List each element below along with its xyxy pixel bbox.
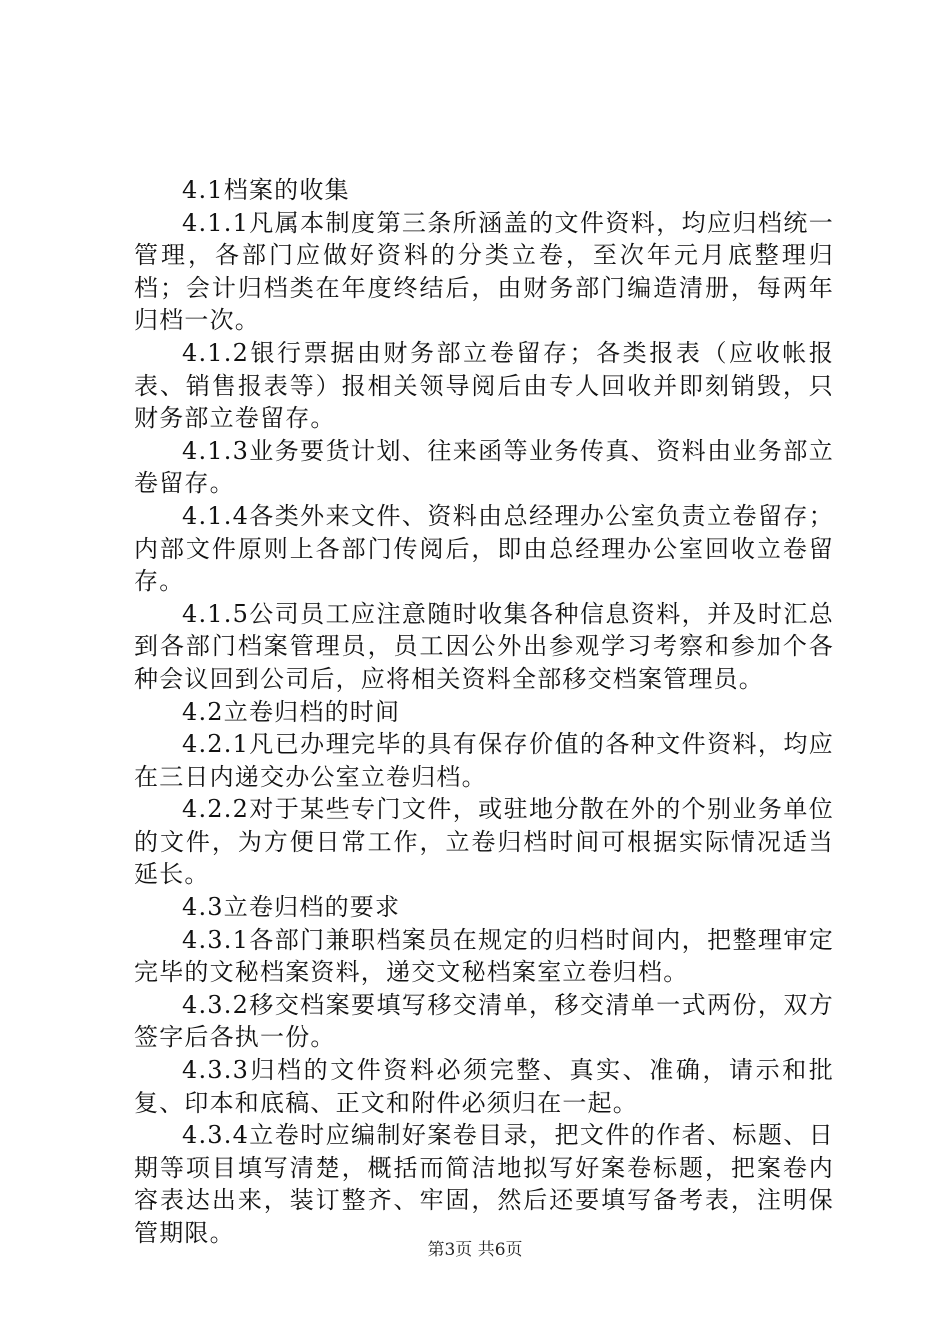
page-footer: [0, 1239, 950, 1261]
document-body: [134, 174, 834, 1250]
section-heading-4-2: 4.2立卷归档的时间: [182, 697, 401, 726]
paragraph-4-3-2: 4.3.2移交档案要填写移交清单，移交清单一式两份，双方签字后各执一份。: [134, 990, 834, 1052]
section-heading-4-1: 4.1档案的收集: [182, 176, 350, 204]
paragraph-4-3-1: 4.3.1各部门兼职档案员在规定的归档时间内，把整理审定完毕的文秘档案资料，递交文秘档案室立卷归档。: [134, 925, 834, 987]
paragraph-4-3-3: 4.3.3归档的文件资料必须完整、真实、准确，请示和批复、印本和底稿、正文和附件必须归在一起。: [134, 1056, 834, 1117]
paragraph-4-2-1: 4.2.1凡已办理完毕的具有保存价值的各种文件资料，均应在三日内递交办公室立卷归档。: [134, 730, 834, 791]
paragraph-4-2-2: 4.2.2对于某些专门文件，或驻地分散在外的个别业务单位的文件，为方便日常工作，立卷归档时间可根据实际情况适当延长。: [134, 795, 834, 889]
section-heading-4-3: 4.3立卷归档的要求: [182, 893, 401, 922]
paragraph-4-1-3: 4.1.3业务要货计划、往来函等业务传真、资料由业务部立卷留存。: [134, 436, 834, 498]
paragraph-4-1-5: 4.1.5公司员工应注意随时收集各种信息资料，并及时汇总到各部门档案管理员，员工因公外出参观学习考察和参加个各种会议回到公司后，应将相关资料全部移交档案管理员。: [134, 599, 834, 693]
paragraph-4-1-2: 4.1.2银行票据由财务部立卷留存；各类报表（应收帐报表、销售报表等）报相关领导阅后由专人回收并即刻销毁，只财务部立卷留存。: [134, 338, 834, 433]
paragraph-4-1-4: 4.1.4各类外来文件、资料由总经理办公室负责立卷留存；内部文件原则上各部门传阅后，即由总经理办公室回收立卷留存。: [134, 501, 834, 596]
paragraph-4-3-4: 4.3.4立卷时应编制好案卷目录，把文件的作者、标题、日期等项目填写清楚，概括而简洁地拟写好案卷标题，把案卷内容表达出来，装订整齐、牢固，然后还要填写备考表，注明保管期限。: [134, 1121, 834, 1247]
page-number: 第3页 共6页: [427, 1240, 523, 1260]
paragraph-4-1-1: 4.1.1凡属本制度第三条所涵盖的文件资料，均应归档统一管理，各部门应做好资料的分类立卷，至次年元月底整理归档；会计归档类在年度终结后，由财务部门编造清册，每两年归档一次。: [134, 208, 834, 335]
